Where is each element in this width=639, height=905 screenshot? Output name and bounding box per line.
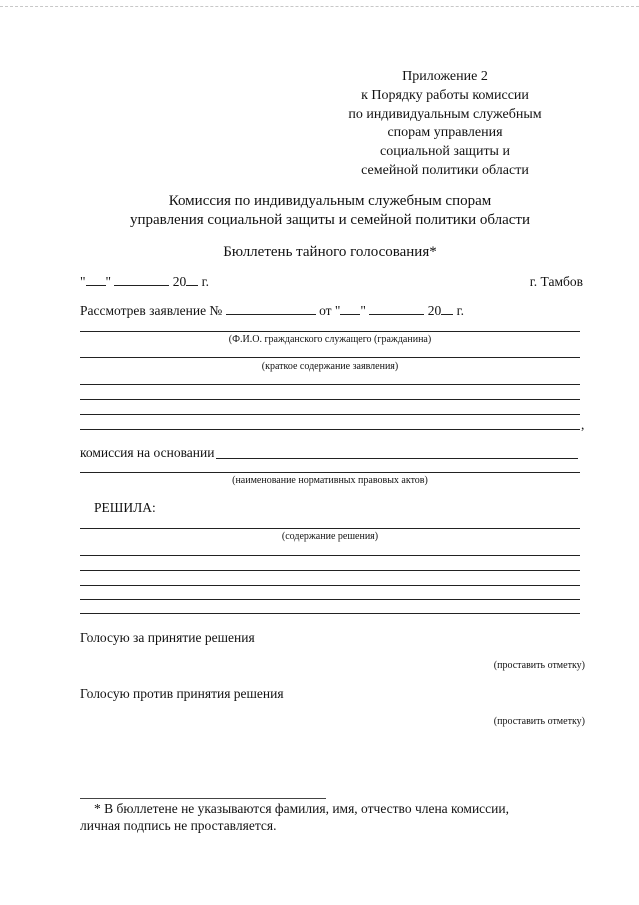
- footnote-line-1: * В бюллетене не указываются фамилия, имя, отчество члена комиссии,: [94, 801, 509, 816]
- statement-row: [80, 303, 464, 319]
- vote-for-label: Голосую за принятие решения: [80, 630, 255, 645]
- decision-line: [80, 528, 580, 529]
- statement-day-blank: [340, 303, 360, 315]
- decision-line: [80, 555, 580, 556]
- summary-line: [80, 357, 580, 358]
- decision-line: [80, 585, 580, 586]
- footnote-line-2: личная подпись не проставляется.: [80, 818, 277, 833]
- month-blank: [114, 274, 169, 286]
- statement-quote-close: ": [360, 303, 366, 318]
- summary-line: [80, 414, 580, 415]
- city: г. Тамбов: [529, 274, 583, 289]
- vote-against-mark-caption: (проставить отметку): [493, 716, 585, 727]
- summary-caption: (краткое содержание заявления): [261, 361, 399, 372]
- summary-line: [80, 384, 580, 385]
- decision-line: [80, 570, 580, 571]
- decision-line: [80, 613, 580, 614]
- date-year: 20: [172, 274, 187, 289]
- summary-line: [80, 399, 580, 400]
- statement-label: Рассмотрев заявление №: [80, 303, 223, 318]
- statement-year-blank: [441, 303, 453, 315]
- appendix-line: Приложение 2: [402, 69, 488, 84]
- summary-line: [80, 429, 580, 430]
- acts-caption: (наименование нормативных правовых актов): [232, 475, 428, 486]
- appendix-line: к Порядку работы комиссии: [361, 87, 529, 103]
- ballot-title: Бюллетень тайного голосования*: [223, 244, 437, 260]
- footnote-separator: [80, 798, 326, 799]
- appendix-line: по индивидуальным служебным: [348, 106, 542, 122]
- decision-caption: (содержание решения): [281, 531, 379, 542]
- statement-year-suffix: г.: [456, 303, 464, 318]
- appendix-line: спорам управления: [387, 125, 503, 141]
- appendix-line: семейной политики области: [361, 162, 529, 178]
- day-blank: [86, 274, 106, 286]
- basis-line: [216, 458, 578, 459]
- commission-name-line-2: управления социальной защиты и семейной политики области: [130, 212, 530, 228]
- vote-against-label: Голосую против принятия решения: [80, 686, 284, 701]
- statement-from: от ": [319, 303, 341, 318]
- decided-label: РЕШИЛА:: [94, 500, 156, 515]
- top-scan-rule: [0, 6, 639, 7]
- acts-line: [80, 472, 580, 473]
- date-year-suffix: г.: [201, 274, 210, 289]
- appendix-line: социальной защиты и: [380, 144, 510, 160]
- statement-month-blank: [369, 303, 424, 315]
- summary-comma: ,: [581, 417, 585, 432]
- commission-name-line-1: Комиссия по индивидуальным служебным спорам: [168, 193, 492, 209]
- date-quote-open: ": [80, 274, 86, 289]
- statement-year: 20: [427, 303, 442, 318]
- year-blank: [186, 274, 198, 286]
- date-row: [80, 274, 209, 290]
- date-quote-close: ": [105, 274, 112, 289]
- statement-number-blank: [226, 303, 316, 315]
- vote-for-mark-caption: (проставить отметку): [493, 660, 585, 671]
- appendix-block: [300, 68, 590, 181]
- fio-caption: (Ф.И.О. гражданского служащего (гражданина): [228, 334, 432, 345]
- decision-line: [80, 599, 580, 600]
- basis-label: комиссия на основании: [80, 445, 215, 460]
- fio-line: [80, 331, 580, 332]
